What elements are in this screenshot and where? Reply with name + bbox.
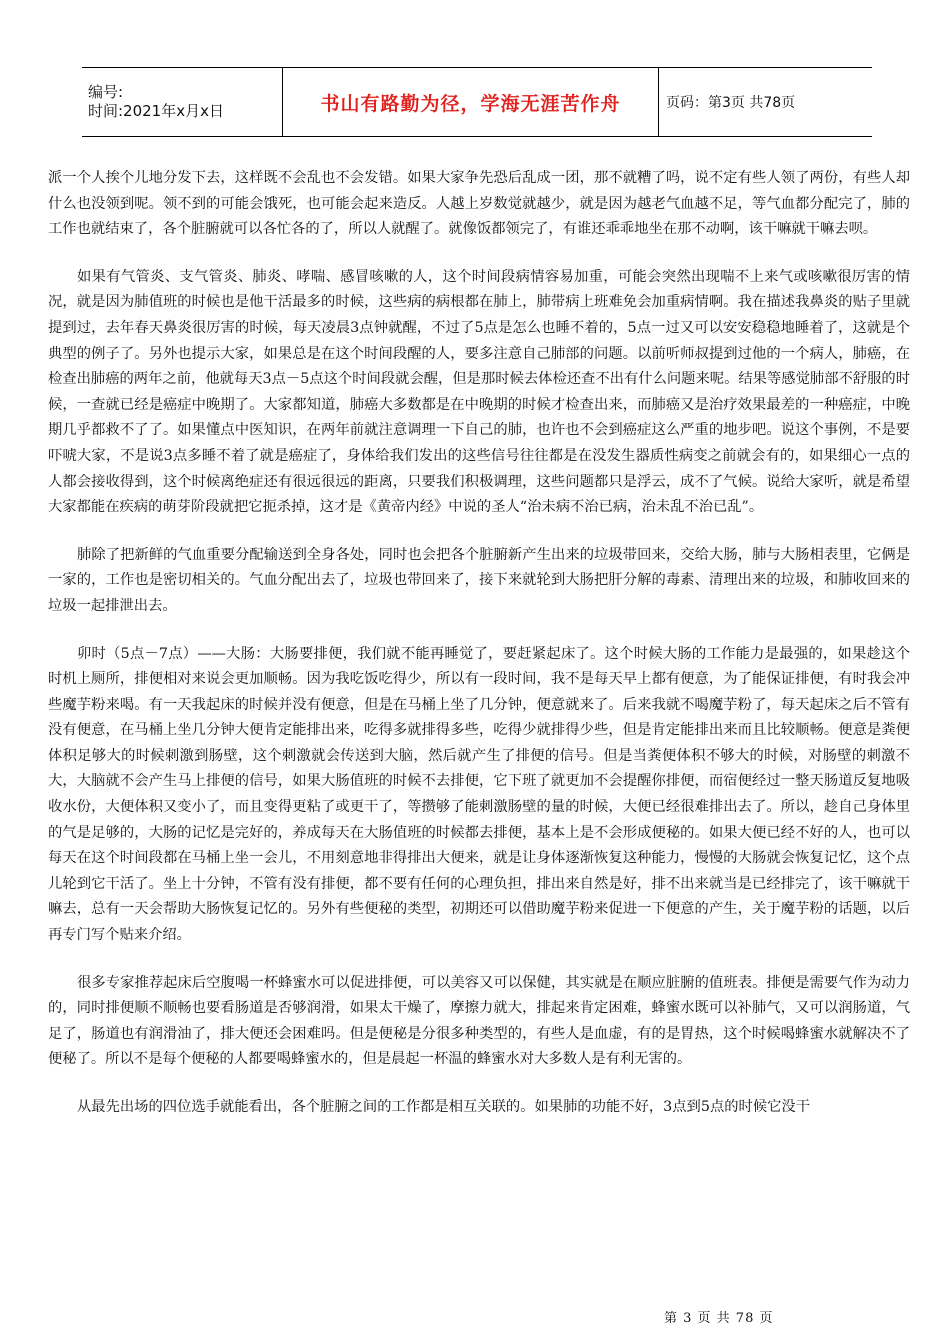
page-header [82, 67, 872, 137]
paragraph: 很多专家推荐起床后空腹喝一杯蜂蜜水可以促进排便，可以美容又可以保健，其实就是在顺应脏腑的值班表。排便是需要气作为动力的，同时排便顺不顺畅也要看肠道是否够润滑，如果太干燥了，摩擦力就大，排起来肯定困难，蜂蜜水既可以补肺气，又可以润肠道，气足了，肠道也有润滑油了，排大便还会困难吗。但是便秘是分很多种类型的，有些人是血虚，有的是胃热，这个时候喝蜂蜜水就解决不了便秘了。所以不是每个便秘的人都要喝蜂蜜水的，但是晨起一杯温的蜂蜜水对大多数人是有利无害的。 [48, 974, 910, 1068]
header-page-cell [659, 68, 872, 136]
header-motto: 书山有路勤为径，学海无涯苦作舟 [320, 92, 621, 115]
paragraph: 卯时（5点－7点）——大肠：大肠要排便，我们就不能再睡觉了，要赶紧起床了。这个时候大肠的工作能力是最强的，如果趁这个时机上厕所，排便相对来说会更加顺畅。因为我吃饭吃得少，所以有一段时间，我不是每天早上都有便意，为了能保证排便，有时我会冲些魔芋粉来喝。有一天我起床的时候并没有便意，但是在马桶上坐了几分钟，便意就来了。后来我就不喝魔芋粉了，每天起床之后不管有没有便意，在马桶上坐几分钟大便肯定能排出来，吃得多就排得多些，吃得少就排得少些，但是肯定能排出来而且比较顺畅。便意是粪便体积足够大的时候刺激到肠壁，这个刺激就会传送到大脑，然后就产生了排便的信号。但是当粪便体积不够大的时候，对肠壁的刺激不大，大脑就不会产生马上排便的信号，如果大肠值班的时候不去排便，它下班了就更加不会提醒你排便，而宿便经过一整天肠道反复地吸收水份，大便体积又变小了，而且变得更粘了或更干了，等攒够了能刺激肠壁的量的时候，大便已经很难排出去了。所以，趁自己身体里的气是足够的，大肠的记忆是完好的，养成每天在大肠值班的时候都去排便，基本上是不会形成便秘的。如果大便已经不好的人，也可以每天在这个时间段都在马桶上坐一会儿，不用刻意地非得排出大便来，就是让身体逐渐恢复这种能力，慢慢的大肠就会恢复记忆，这个点儿轮到它干活了。坐上十分钟，不管有没有排便，都不要有任何的心理负担，排出来自然是好，排不出来就当是已经排完了，该干嘛就干嘛去，总有一天会帮助大肠恢复记忆的。另外有些便秘的类型，初期还可以借助魔芋粉来促进一下便意的产生，关于魔芋粉的话题，以后再专门写个贴来介绍。 [48, 645, 910, 944]
body-text [48, 166, 910, 1143]
header-motto-cell [283, 68, 659, 136]
page-footer: 第 3 页 共 78 页 [664, 1311, 774, 1326]
header-page-number: 页码：第3页 共78页 [666, 95, 796, 111]
header-meta [82, 68, 283, 136]
paragraph: 肺除了把新鲜的气血重要分配输送到全身各处，同时也会把各个脏腑新产生出来的垃圾带回来，交给大肠，肺与大肠相表里，它俩是一家的，工作也是密切相关的。气血分配出去了，垃圾也带回来了，接下来就轮到大肠把肝分解的毒素、清理出来的垃圾，和肺收回来的垃圾一起排泄出去。 [48, 546, 910, 614]
paragraph: 如果有气管炎、支气管炎、肺炎、哮喘、感冒咳嗽的人，这个时间段病情容易加重，可能会突然出现喘不上来气或咳嗽很厉害的情况，就是因为肺值班的时候也是他干活最多的时候，这些病的病根都在肺上，肺带病上班难免会加重病情啊。我在描述我鼻炎的贴子里就提到过，去年春天鼻炎很厉害的时候，每天凌晨3点钟就醒，不过了5点是怎么也睡不着的，5点一过又可以安安稳稳地睡着了，这就是个典型的例子了。另外也提示大家，如果总是在这个时间段醒的人，要多注意自己肺部的问题。以前听师叔提到过他的一个病人，肺癌，在检查出肺癌的两年之前，他就每天3点－5点这个时间段就会醒，但是那时候去体检还查不出有什么问题来呢。结果等感觉肺部不舒服的时候，一查就已经是癌症中晚期了。大家都知道，肺癌大多数都是在中晚期的时候才检查出来，而肺癌又是治疗效果最差的一种癌症，中晚期几乎都救不了了。如果懂点中医知识，在两年前就注意调理一下自己的肺，也许也不会到癌症这么严重的地步吧。说这个事例，不是要吓唬大家，不是说3点多睡不着了就是癌症了，身体给我们发出的这些信号往往都是在没发生器质性病变之前就会有的，如果细心一点的人都会接收得到，这个时候离绝症还有很远很远的距离，只要我们积极调理，这些问题都只是浮云，成不了气候。说给大家听，就是希望大家都能在疾病的萌芽阶段就把它扼杀掉，这才是《黄帝内经》中说的圣人“治未病不治已病，治未乱不治已乱”。 [48, 268, 910, 516]
document-number: 编号: [88, 83, 124, 101]
paragraph: 从最先出场的四位选手就能看出，各个脏腑之间的工作都是相互关联的。如果肺的功能不好，3点到5点的时候它没干 [77, 1099, 811, 1115]
paragraph: 派一个人挨个儿地分发下去，这样既不会乱也不会发错。如果大家争先恐后乱成一团，那不就糟了吗，说不定有些人领了两份，有些人却什么也没领到呢。领不到的可能会饿死，也可能会起来造反。人越上岁数觉就越少，就是因为越老气血越不足，等气血都分配完了，肺的工作也就结束了，各个脏腑就可以各忙各的了，所以人就醒了。就像饭都领完了，有谁还乖乖地坐在那不动啊，该干嘛就干嘛去呗。 [48, 170, 910, 238]
document-time: 时间:2021年x月x日 [88, 102, 224, 120]
